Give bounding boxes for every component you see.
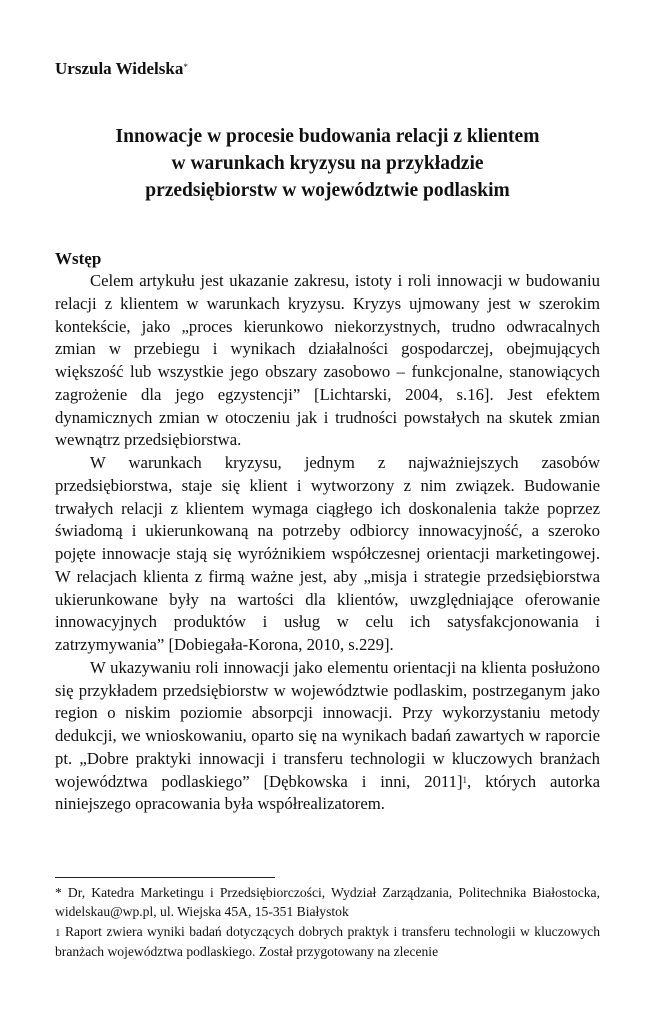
author-name — [55, 58, 600, 80]
footnote-reference-1: 1 — [462, 774, 468, 785]
paragraph-3-text-a: W ukazywaniu roli innowacji jako elementu orientacji na klienta posłużono się przykładem przedsiębiorstw w województwie podlaskim, postrzeganym jako region o niskim poziomie absorpcji innowacji. Przy wykorzystaniu metody dedukcji, we wnioskowaniu, oparto się na wynikach badań zawartych w raporcie pt. „Dobre praktyki innowacji i transferu technologii w kluczowych branżach województwa podlaskiego” [Dębkowska i inni, 2011] — [55, 657, 600, 791]
footnote-author — [55, 884, 600, 921]
paragraph-3 — [55, 657, 600, 816]
footnote-1-mark: 1 — [55, 927, 61, 939]
paragraph-3-text-b: , których autorka niniejszego opracowania była współrealizatorem. — [55, 771, 600, 814]
footnote-separator — [55, 877, 275, 878]
article-title — [55, 123, 600, 204]
paragraph-2: W warunkach kryzysu, jednym z najważniejszych zasobów przedsiębiorstwa, staje się klient i wytworzony z nim związek. Budowanie trwałych relacji z klientem wymaga ciągłego ich doskonalenia także poprzez świadomą i ukierunkowaną na potrzeby odbiorcy innowacyjność, a szeroko pojęte innowacje stają się wyróżnikiem współczesnej orientacji marketingowej. W relacjach klienta z firmą ważne jest, aby „misja i strategie przedsiębiorstwa ukierunkowane były na wartości dla klientów, uwzględniające oferowanie innowacyjnych produktów i usług w celu ich satysfakcjonowania i zatrzymywania” [Dobiegała-Korona, 2010, s.229]. — [55, 453, 600, 654]
section-heading: Wstęp — [55, 249, 102, 268]
article-page — [55, 58, 600, 816]
title-line-1: Innowacje w procesie budowania relacji z klientem — [115, 126, 540, 147]
paragraph-1: Celem artykułu jest ukazanie zakresu, istoty i roli innowacji w budowaniu relacji z klientem w warunkach kryzysu. Kryzys ujmowany jest w szerokim kontekście, jako „proces kierunkowo niekorzystnych, trudno odwracalnych zmian w przebiegu i wynikach działalności gospodarczej, obejmujących większość lub wszystkie jego obszary zasobowo – funkcjonalne, stanowiących zagrożenie dla jego egzystencji” [Lichtarski, 2004, s.16]. Jest efektem dynamicznych zmian w otoczeniu jak i trudności powstałych na skutek zmian wewnątrz przedsiębiorstwa. — [55, 271, 600, 450]
footnote-author-mark: * — [55, 885, 62, 900]
title-line-2: w warunkach kryzysu na przykładzie — [171, 153, 484, 174]
title-line-3: przedsiębiorstw w województwie podlaskim — [145, 180, 510, 201]
footnote-author-text: Dr, Katedra Marketingu i Przedsiębiorczości, Wydział Zarządzania, Politechnika Białostocka, widelskau@wp.pl, ul. Wiejska 45A, 15-351 Białystok — [55, 885, 600, 919]
author-name-text: Urszula Widelska — [55, 59, 184, 78]
body-text — [55, 270, 600, 816]
author-footnote-marker: * — [183, 62, 188, 72]
footnote-1 — [55, 923, 600, 961]
footnote-1-text: Raport zwiera wyniki badań dotyczących dobrych praktyk i transferu technologii w kluczowych branżach województwa podlaskiego. Został przygotowany na zlecenie — [55, 924, 600, 959]
footnotes — [55, 884, 600, 961]
